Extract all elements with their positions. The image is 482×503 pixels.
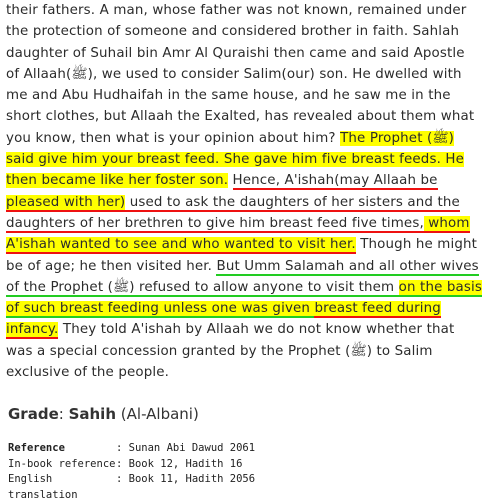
reference-value: : Book 11, Hadith 2056 xyxy=(116,473,256,485)
reference-key: Reference xyxy=(8,442,65,454)
marked-text-segment: pleased with her) xyxy=(6,194,126,210)
text-segment: short clothes, but Allaah the Exalted, has revealed about them what xyxy=(6,109,475,125)
text-line xyxy=(6,319,455,340)
marked-text-segment: breast feed during xyxy=(314,301,441,317)
marked-text-segment: whom xyxy=(423,215,470,231)
marked-text-segment: infancy. xyxy=(6,322,59,338)
marked-text-segment: Hence, A'ishah(may Allaah be xyxy=(232,173,438,189)
grade-line xyxy=(8,405,199,423)
grade-colon: : xyxy=(58,405,69,423)
text-line xyxy=(6,128,454,149)
marked-text-segment: But Umm Salamah and all other wives xyxy=(216,258,479,274)
marked-text-segment: A'ishah wanted to see and who wanted to visit her. xyxy=(6,237,356,253)
marked-text-segment: daughters of her brethren to give him breast feed five times, xyxy=(6,215,424,231)
text-segment: of Allaah(ﷺ), we used to consider Salim(our) son. He dwelled with xyxy=(6,66,462,82)
text-line xyxy=(6,170,438,191)
hadith-text xyxy=(6,0,482,383)
text-line xyxy=(6,362,420,383)
text-segment: their fathers. A man, whose father was not known, remained under xyxy=(6,3,467,18)
grade-source: (Al-Albani) xyxy=(116,405,199,423)
text-line xyxy=(6,64,462,85)
text-segment: be of age; he then visited her. xyxy=(6,258,217,274)
text-line xyxy=(6,341,433,362)
marked-text-segment: on the basis xyxy=(398,279,482,295)
text-line xyxy=(6,106,475,127)
text-line xyxy=(6,85,451,106)
text-line xyxy=(6,0,467,21)
reference-row xyxy=(8,457,255,473)
text-line xyxy=(6,256,479,277)
marked-text-segment: of the Prophet (ﷺ) refused to allow anyone to visit them xyxy=(6,279,399,295)
text-segment: daughter of Suhail bin Amr Al Quraishi then came and said Apostle xyxy=(6,45,465,61)
reference-table xyxy=(8,441,255,503)
reference-key: In-book reference xyxy=(8,457,116,470)
reference-row xyxy=(8,441,255,457)
reference-row xyxy=(8,472,255,503)
text-line xyxy=(6,298,441,319)
text-segment: Though he might xyxy=(355,237,478,253)
marked-text-segment: of such breast feeding unless one was given xyxy=(6,301,315,317)
text-segment xyxy=(228,173,232,188)
text-line xyxy=(6,149,465,170)
text-segment: They told A'ishah by Allaah we do not know whether that xyxy=(58,322,455,338)
marked-text-segment: The Prophet (ﷺ) xyxy=(340,130,454,146)
reference-value: : Book 12, Hadith 16 xyxy=(116,457,243,470)
text-segment: you know, then what is your opinion about him? xyxy=(6,130,341,146)
marked-text-segment: then became like her foster son. xyxy=(6,173,229,189)
text-segment: the protection of someone and considered brother in faith. Sahlah xyxy=(6,24,460,40)
grade-value: Sahih xyxy=(68,405,117,423)
text-line xyxy=(6,213,470,234)
reference-key: English translation xyxy=(8,473,78,501)
text-segment: exclusive of the people. xyxy=(6,365,170,381)
text-segment: me and Abu Hudhaifah in the same house, and he saw me in the xyxy=(6,88,451,104)
marked-text-segment: used to ask the daughters of her sisters and the xyxy=(125,194,460,210)
grade-label: Grade xyxy=(8,405,59,423)
text-segment: was a special concession granted by the Prophet (ﷺ) to Salim xyxy=(6,343,433,359)
text-line xyxy=(6,21,460,42)
text-line xyxy=(6,192,460,213)
text-line xyxy=(6,277,482,298)
reference-value[interactable]: : Sunan Abi Dawud 2061 xyxy=(116,442,256,454)
text-line xyxy=(6,43,465,64)
marked-text-segment: said give him your breast feed. She gave him five breast feeds. He xyxy=(6,152,465,168)
text-line xyxy=(6,234,478,255)
